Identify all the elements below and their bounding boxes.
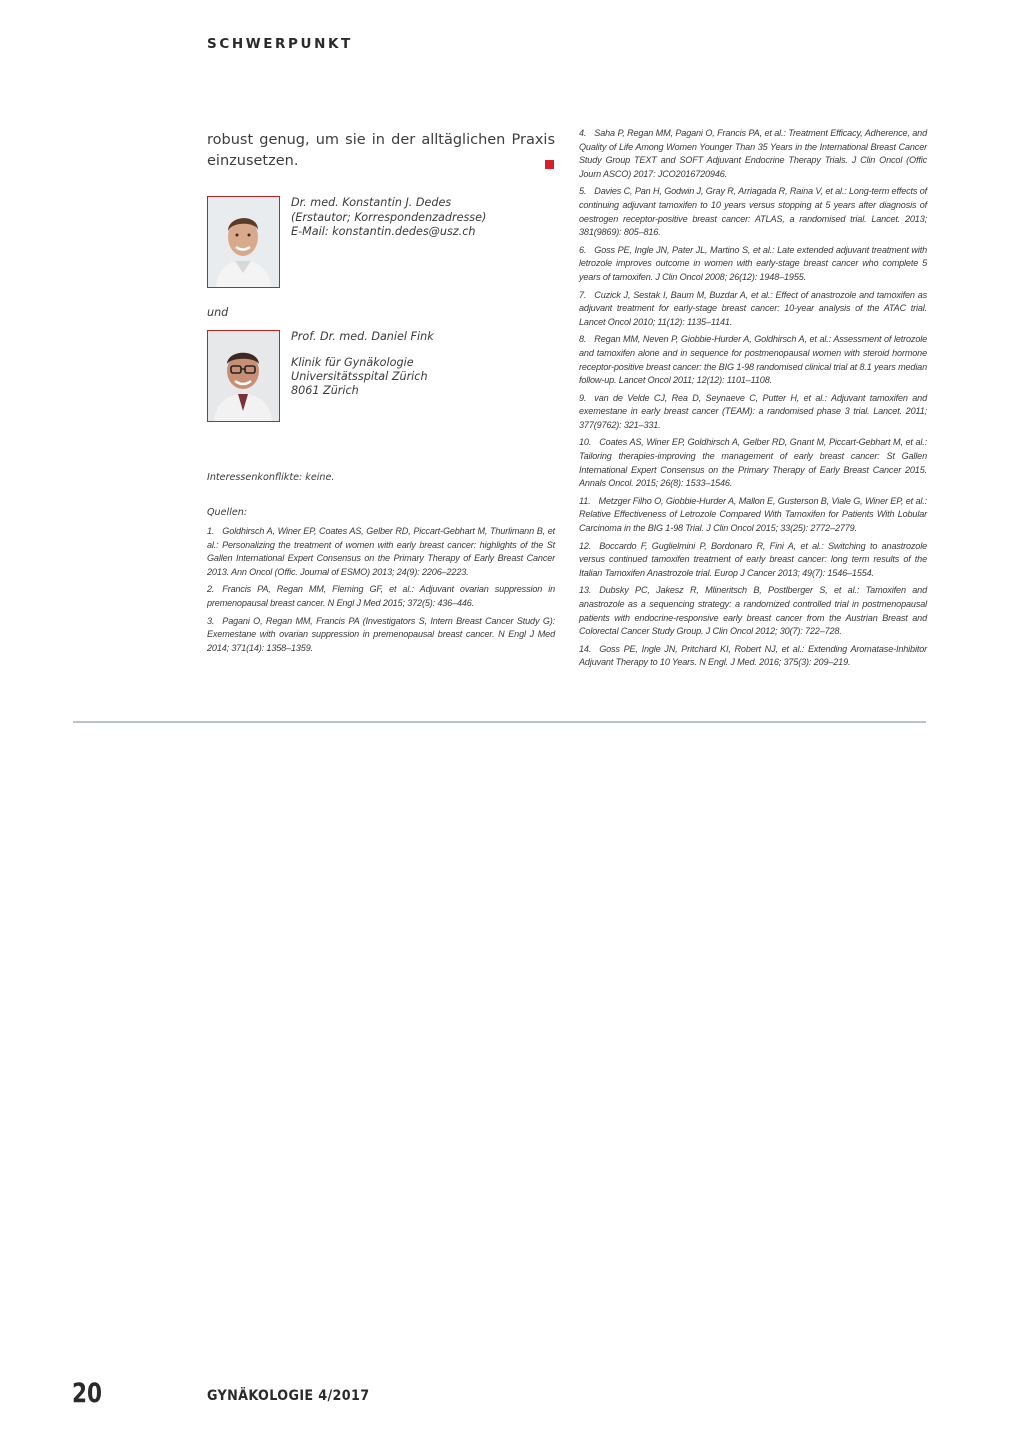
end-of-article-marker [545, 160, 554, 169]
author-affiliation: Klinik für Gynäkologie [291, 356, 414, 369]
reference-item: 6. Goss PE, Ingle JN, Pater JL, Martino S, et al.: Late extended adjuvant treatment with letrozole improves outcome in women with early-stage breast cancer who complete 5 years of tamoxifen. J Clin Oncol 2008; 26(12): 1948–1955. [579, 244, 927, 282]
reference-item: 13. Dubsky PC, Jakesz R, Mlineritsch B, Postlberger S, et al.: Tamoxifen and anastrozole as a sequencing strategy: a randomized controlled trial in postmenopausal patients with endocrine-responsive early breast cancer from the Austrian Breast and Colorectal Cancer Study Group. J Clin Oncol 2012; 30(7): 722–728. [579, 585, 927, 637]
reference-item: 7. Cuzick J, Sestak I, Baum M, Buzdar A, et al.: Effect of anastrozole and tamoxifen as adjuvant treatment for early-stage breast cancer: 10-year analysis of the ATAC trial. Lancet Oncol 2010; 11(12): 1135–1141. [579, 289, 927, 327]
author-info-fink [291, 330, 555, 398]
reference-item: 10. Coates AS, Winer EP, Goldhirsch A, Gelber RD, Gnant M, Piccart-Gebhart M, et al.: Tailoring therapies-improving the management of early breast cancer: St Gallen International Expert Consensus on the Primary Therapy of Early Breast Cancer 2015. Annals Oncol. 2015; 26(8): 1533–1546. [579, 437, 927, 489]
reference-item: 8. Regan MM, Neven P, Giobbie-Hurder A, Goldhirsch A, et al.: Assessment of letrozole and tamoxifen alone and in sequence for postmenopausal women with steroid hormone receptor-positive breast cancer: the BIG 1-98 randomised clinical trial at 8.1 years median follow-up. Lancet Oncol 2011; 12(12): 1101–1108. [579, 334, 927, 386]
author-address: 8061 Zürich [291, 384, 359, 397]
reference-item: 2. Francis PA, Regan MM, Fleming GF, et al.: Adjuvant ovarian suppression in premenopausal breast cancer. N Engl J Med 2015; 372(5): 436–446. [207, 584, 555, 608]
author-affiliation: Universitätsspital Zürich [291, 370, 428, 383]
reference-item: 3. Pagani O, Regan MM, Francis PA (Investigators S, Intern Breast Cancer Study G): Exemestane with ovarian suppression in premenopausal breast cancer. N Engl J Med 2014; 371(14): 1358–1359. [207, 615, 555, 653]
author-photo-dedes [207, 196, 280, 288]
reference-item: 11. Metzger Filho O, Giobbie-Hurder A, Mallon E, Gusterson B, Viale G, Winer EP, et al.: Relative Effectiveness of Letrozole Compared With Tamoxifen for Patients With Lobular Carcinoma in the BIG 1-98 Trial. J Clin Oncol 2015; 33(25): 2772–2779. [579, 495, 927, 534]
journal-issue: GYNÄKOLOGIE 4/2017 [207, 1388, 370, 1404]
reference-list-left [207, 525, 555, 659]
author-email: E-Mail: konstantin.dedes@usz.ch [291, 225, 476, 238]
sources-heading: Quellen: [207, 507, 248, 518]
reference-item: 4. Saha P, Regan MM, Pagani O, Francis PA, et al.: Treatment Efficacy, Adherence, and Quality of Life Among Women Younger Than 35 Years in the International Breast Cancer Study Group TEXT and SOFT Adjuvant Endocrine Therapy Trials. J Clin Oncol (Offic Journ ASCO) 2017: JCO2016720946. [579, 128, 927, 179]
author-name: Dr. med. Konstantin J. Dedes [291, 196, 452, 209]
reference-item: 14. Goss PE, Ingle JN, Pritchard KI, Robert NJ, et al.: Extending Aromatase-Inhibitor Adjuvant Therapy to 10 Years. N Engl. J Med. 2016; 375(3): 209–219. [579, 643, 927, 668]
section-label: SCHWERPUNKT [207, 36, 353, 52]
portrait-icon [208, 197, 279, 287]
reference-item: 1. Goldhirsch A, Winer EP, Coates AS, Gelber RD, Piccart-Gebhart M, Thurlimann B, et al.: Personalizing the treatment of women with early breast cancer: highlights of the St Gallen International Expert Consensus on the Primary Therapy of Early Breast Cancer 2013. Ann Oncol (Offic. Journal of ESMO) 2013; 24(9): 2206–2223. [207, 526, 555, 577]
author-info-dedes [291, 196, 555, 239]
portrait-icon [208, 331, 279, 421]
conflict-of-interest: Interessenkonflikte: keine. [207, 472, 335, 483]
author-connector: und [207, 306, 229, 319]
page-number: 20 [72, 1378, 103, 1409]
reference-item: 5. Davies C, Pan H, Godwin J, Gray R, Arriagada R, Raina V, et al.: Long-term effects of continuing adjuvant tamoxifen to 10 years versus stopping at 5 years after diagnosis of oestrogen receptor-positive breast cancer: ATLAS, a randomised trial. Lancet. 2013; 381(9869): 805–816. [579, 186, 927, 238]
author-photo-fink [207, 330, 280, 422]
left-column [207, 130, 555, 653]
reference-item: 12. Boccardo F, Guglielmini P, Bordonaro R, Fini A, et al.: Switching to anastrozole versus continued tamoxifen treatment of early breast cancer: long term results of the Italian Tamoxifen Anastrozole trial. Europ J Cancer 2013; 49(7): 1546–1554. [579, 540, 927, 578]
closing-text: robust genug, um sie in der alltäglichen Praxis einzusetzen. [207, 132, 555, 169]
section-divider [73, 721, 926, 723]
author-role: (Erstautor; Korrespondenzadresse) [291, 211, 487, 224]
author-name: Prof. Dr. med. Daniel Fink [291, 330, 434, 343]
reference-list-right [579, 127, 927, 674]
reference-item: 9. van de Velde CJ, Rea D, Seynaeve C, Putter H, et al.: Adjuvant tamoxifen and exemestane in early breast cancer (TEAM): a randomised phase 3 trial. Lancet. 2011; 377(9762): 321–331. [579, 392, 927, 430]
closing-paragraph [207, 130, 555, 172]
